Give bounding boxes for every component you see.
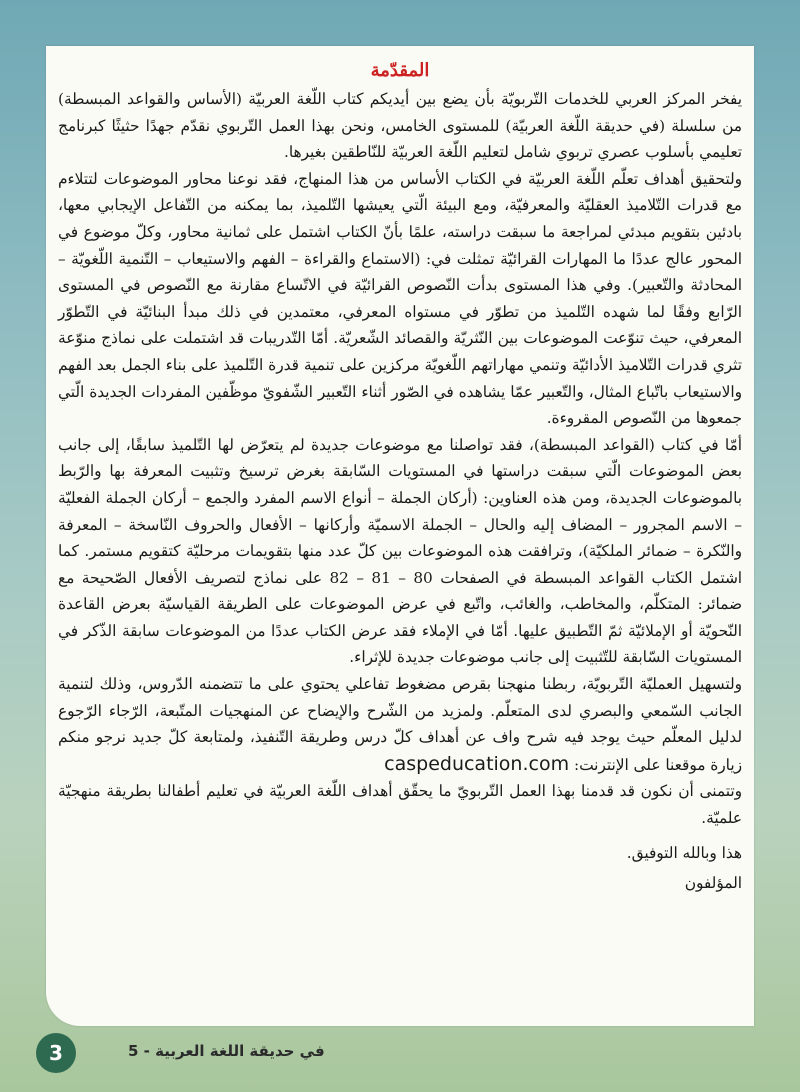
closing-wish: هذا وبالله التوفيق. <box>626 843 742 862</box>
paragraph-intro: يفخر المركز العربي للخدمات التّربويّة بأن يضع بين أيديكم كتاب اللّغة العربيّة (الأساس والقواعد المبسطة) من سلسلة (في حديقة اللّغة العربيّة) للمستوى الخامس، ونحن بهذا العمل التّربوي نقدّم جهدًا حثيثًا كبرنامج تعليمي بأسلوب عصري تربوي شامل لتعليم اللّغة العربيّة للنّاطقين بغيرها. <box>58 90 742 162</box>
website-link[interactable]: caspeducation.com <box>384 752 570 775</box>
paragraph-wish: وتتمنى أن نكون قد قدمنا بهذا العمل التّربويّ ما يحقّق أهداف اللّغة العربيّة في تعليم أطفالنا بطريقة منهجيّة علميّة. <box>58 782 742 828</box>
introduction-text <box>58 58 742 898</box>
paragraph-objectives: ولتحقيق أهداف تعلّم اللّغة العربيّة في الكتاب الأساس من هذا المنهاج، فقد نوعنا محاور الموضوعات لتتلاءم مع قدرات التّلاميذ العقليّة والمعرفيّة، ومع البيئة الّتي يعيشها التّلميذ، بما يمكنه من التّفاعل الإيجابي معها، بادئين بتقويم مبدئي لمراجعة ما سبقت دراسته، علمًا بأنّ الكتاب اشتمل على ثمانية محاور، وكلّ موضوع في المحور عالج عددًا ما المهارات القرائيّة تمثلت في: (الاستماع والقراءة – الفهم والاستيعاب – التّنمية اللّغويّة – المحادثة والتّعبير). وفي هذا المستوى بدأت النّصوص القرائيّة في الاتّساع مقارنة مع النّصوص في المستوى الرّابع وفقًا لما شهده التّلميذ من تطوّر في مستواه المعرفي، معتمدين في ذلك مبدأ البنائيّة في التّطوّر المعرفي، حيث تنوّعت الموضوعات بين النّثريّة والقصائد الشّعريّة. أمّا التّدريبات قد اشتملت على نماذج منوّعة تثري قدرات التّلاميذ الأدائيّة وتنمي مهاراتهم اللّغويّة مركزين على تنمية قدرة التّلميذ على بناء الجمل بعد الفهم والاستيعاب باتّباع المثال، والتّعبير عمّا يشاهده في الصّور أثناء التّعبير الشّفويّ موظّفين المفردات الجديدة الّتي جمعوها من النّصوص المقروءة. <box>58 169 742 428</box>
series-title: في حديقة اللغة العربية - 5 <box>128 1042 325 1060</box>
page-number-badge: 3 <box>36 1033 76 1073</box>
page-title: المقدّمة <box>370 60 430 81</box>
closing-authors: المؤلفون <box>684 873 742 892</box>
closing-block <box>58 838 742 898</box>
paragraph-cd-text: ولتسهيل العمليّة التّربويّة، ربطنا منهجنا بقرص مضغوط تفاعلي يحتوي على ما تتضمنه الدّروس، وذلك لتنمية الجانب السّمعي والبصري لدى المتعلّم. ولمزيد من الشّرح والإيضاح عن المنهجيات المتّبعة، الرّجاء الرّجوع لدليل المعلّم حيث يوجد فيه شرح واف عن أهداف كلّ درس وطريقة التّنفيذ، ولمتابعة كلّ جديد نرجو منكم زيارة موقعنا على الإنترنت: <box>58 675 742 774</box>
page-sheet <box>46 46 754 1026</box>
paragraph-grammar-book: أمّا في كتاب (القواعد المبسطة)، فقد تواصلنا مع موضوعات جديدة لم يتعرّض لها التّلميذ سابقًا، إلى جانب بعض الموضوعات الّتي سبقت دراستها في المستويات السّابقة بغرض ترسيخ وتثبيت المعرفة بها والرّبط بالموضوعات الجديدة، ومن هذه العناوين: (أركان الجملة – أنواع الاسم المفرد والجمع – أركان الجملة الفعليّة – الاسم المجرور – المضاف إليه والحال – الجملة الاسميّة وأركانها – الأفعال والحروف النّاسخة – المعرفة والنّكرة – ضمائر الملكيّة)، وترافقت هذه الموضوعات بين كلّ عدد منها بتقويمات مرحليّة كتقويم مستمر. كما اشتمل الكتاب القواعد المبسطة في الصفحات 80 – 81 – 82 على نماذج لتصريف الأفعال الصّحيحة مع ضمائر: المتكلّم، والمخاطب، والغائب، واتّبع في عرض الموضوعات على الطريقة القياسيّة بعرض القاعدة النّحويّة أو الإملائيّة ثمّ التّطبيق عليها. أمّا في الإملاء فقد عرض الكتاب عددًا من الموضوعات سابقة الذّكر في المستويات السّابقة للتّثبيت إلى جانب موضوعات جديدة للإثراء. <box>58 435 743 667</box>
paragraph-cd-and-website <box>58 671 742 778</box>
